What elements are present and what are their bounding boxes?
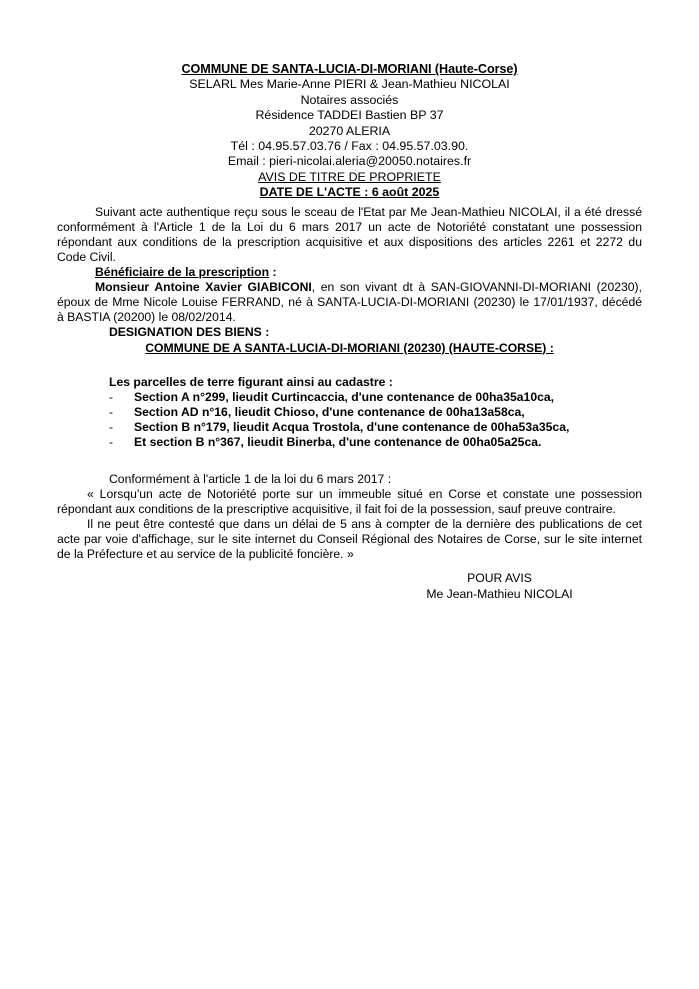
beneficiary-section	[57, 265, 642, 325]
signature-pour-avis: POUR AVIS	[467, 571, 532, 586]
notice-title: AVIS DE TITRE DE PROPRIETE	[258, 169, 441, 184]
parcel-text: Section AD n°16, lieudit Chioso, d'une contenance de 00ha13a58ca,	[134, 404, 525, 419]
firm-city: 20270 ALERIA	[308, 123, 391, 138]
notice-title-line	[57, 170, 642, 185]
firm-phone-fax: Tél : 04.95.57.03.76 / Fax : 04.95.57.03.90.	[230, 139, 469, 154]
firm-role: Notaires associés	[300, 92, 399, 107]
firm-name: SELARL Mes Marie-Anne PIERI & Jean-Mathieu NICOLAI	[189, 77, 510, 92]
firm-email: Email : pieri-nicolai.aleria@20050.notaires.fr	[227, 154, 472, 169]
beneficiary-name: Monsieur Antoine Xavier GIABICONI	[95, 280, 312, 295]
letterhead	[57, 62, 642, 201]
intro-paragraph: Suivant acte authentique reçu sous le sceau de l'Etat par Me Jean-Mathieu NICOLAI, il a été dressé conformément à l'Article 1 de la Loi du 6 mars 2017 un acte de Notoriété constatant une possession répondant aux conditions de la prescription acquisitive et aux dispositions des articles 2261 et 2272 du Code Civil.	[57, 204, 642, 264]
list-item	[57, 405, 642, 420]
parcels-list	[57, 390, 642, 451]
beneficiary-heading-line	[57, 265, 642, 280]
bullet-dash: -	[109, 404, 114, 419]
signature-notary-name: Me Jean-Mathieu NICOLAI	[426, 586, 573, 601]
commune-title: COMMUNE DE SANTA-LUCIA-DI-MORIANI (Haute-Corse)	[181, 62, 518, 76]
conformity-section	[57, 472, 642, 563]
list-item	[57, 420, 642, 435]
commune-designation-heading: COMMUNE DE A SANTA-LUCIA-DI-MORIANI (20230) (HAUTE-CORSE) :	[145, 340, 554, 355]
act-date-line	[57, 185, 642, 200]
firm-address: Résidence TADDEI Bastien BP 37	[255, 108, 444, 123]
bullet-dash: -	[109, 435, 114, 450]
parcel-text: Et section B n°367, lieudit Binerba, d'une contenance de 00ha05a25ca.	[134, 435, 542, 450]
beneficiary-paragraph	[57, 280, 642, 325]
bullet-dash: -	[109, 389, 114, 404]
conformity-contest-paragraph: Il ne peut être contesté que dans un délai de 5 ans à compter de la dernière des publications de cet acte par voie d'affichage, sur le site internet du Conseil Régional des Notaires de Corse, sur le site internet de la Préfecture et au service de la publicité foncière. »	[57, 516, 642, 561]
parcel-text: Section A n°299, lieudit Curtincaccia, d'une contenance de 00ha35a10ca,	[134, 389, 555, 404]
beneficiary-heading-suffix: :	[269, 265, 277, 280]
parcels-intro: Les parcelles de terre figurant ainsi au cadastre :	[109, 374, 393, 389]
designation-heading: DESIGNATION DES BIENS :	[109, 325, 270, 340]
parcel-text: Section B n°179, lieudit Acqua Trostola, d'une contenance de 00ha53a35ca,	[134, 420, 570, 435]
conformity-quote-paragraph: « Lorsqu'un acte de Notoriété porte sur un immeuble situé en Corse et constate une possession répondant aux conditions de la prescriptive acquisitive, il fait foi de la possession, sauf preuve contraire.	[57, 486, 642, 516]
beneficiary-heading: Bénéficiaire de la prescription	[95, 265, 270, 280]
conformity-intro: Conformément à l'article 1 de la loi du 6 mars 2017 :	[109, 471, 392, 486]
parcels-section	[57, 375, 642, 451]
act-date: DATE DE L'ACTE : 6 août 2025	[259, 185, 440, 200]
beneficiary-details: , en son vivant dt à SAN-GIOVANNI-DI-MORIANI (20230), époux de Mme Nicole Louise FERRAND, né à SANTA-LUCIA-DI-MORIANI (20230) le 17/01/1937, décédé à BASTIA (20200) le 08/02/2014.	[57, 280, 642, 325]
list-item	[57, 435, 642, 450]
signature-block	[57, 571, 642, 602]
list-item	[57, 390, 642, 405]
bullet-dash: -	[109, 420, 114, 435]
commune-title-line	[57, 62, 642, 77]
